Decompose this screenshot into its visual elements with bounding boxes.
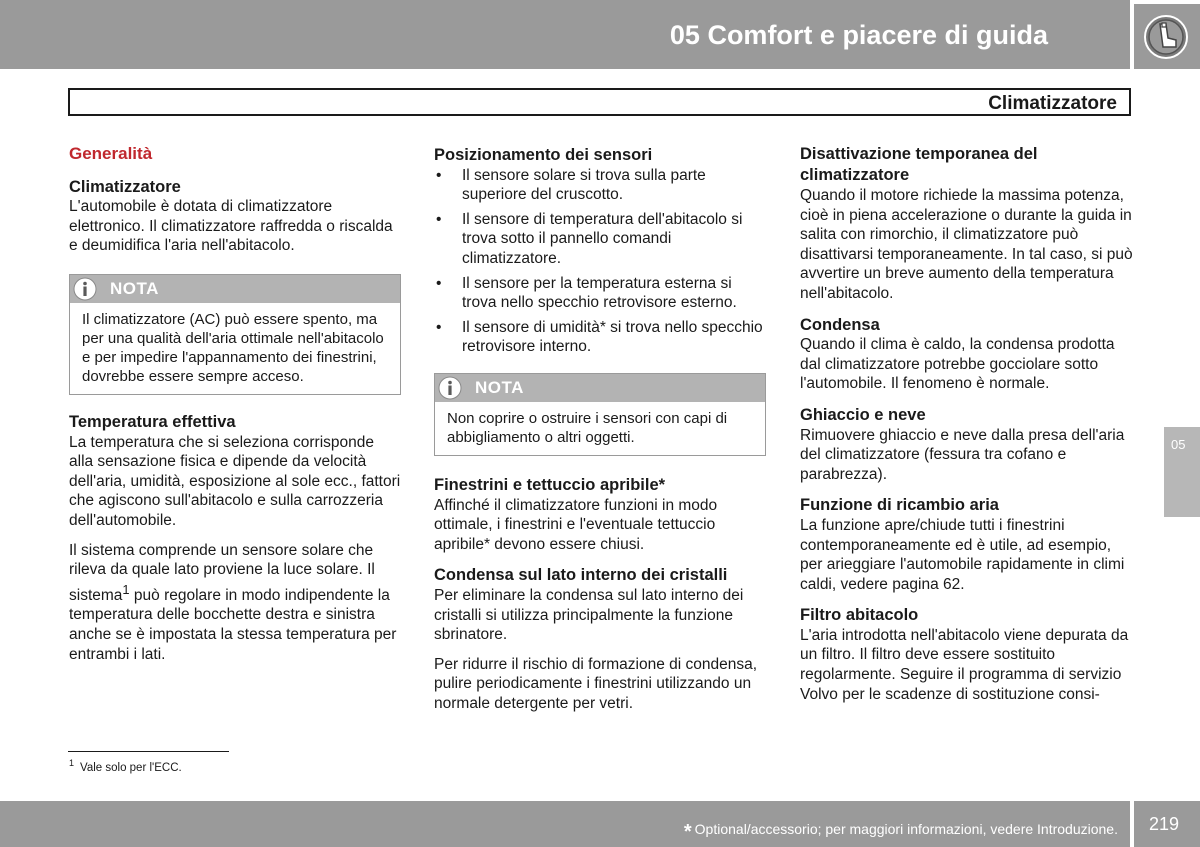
side-tab-label: 05 — [1171, 437, 1186, 452]
section-heading-generalita: Generalità — [69, 144, 153, 163]
paragraph: L'automobile è dotata di climatizzatore elettronico. Il climatizzatore raffredda o riscalda e deumidifica l'aria nell'abitacolo. — [69, 198, 393, 255]
page-number: 219 — [1149, 814, 1180, 834]
footnote-divider — [68, 751, 229, 752]
note-header — [70, 275, 400, 303]
subheading-posizionamento-sensori: Posizionamento dei sensori — [434, 146, 653, 164]
bullet: • — [436, 318, 442, 336]
list-item — [434, 318, 766, 357]
paragraph: L'aria introdotta nell'abitacolo viene depurata da un filtro. Il filtro deve essere sostituito regolarmente. Seguire il programma di servizio Volvo per le scadenze di sostituzione consi- — [800, 626, 1129, 703]
subheading-condensa-cristalli: Condensa sul lato interno dei cristalli — [434, 566, 728, 585]
subheading-climatizzatore: Climatizzatore — [69, 177, 181, 196]
footnote-text: Vale solo per l'ECC. — [80, 761, 182, 774]
paragraph: Affinché il climatizzatore funzioni in modo ottimale, i finestrini e l'eventuale tettuccio apribile* devono essere chiusi. — [434, 496, 718, 553]
list-item-text: Il sensore di umidità* si trova nello specchio retrovisore interno. — [462, 318, 763, 356]
bullet: • — [436, 274, 442, 292]
subheading-filtro-abitacolo: Filtro abitacolo — [800, 606, 919, 625]
paragraph: Per ridurre il rischio di formazione di condensa, pulire periodicamente i finestrini utilizzando un normale detergente per vetri. — [434, 655, 758, 712]
footnote-number: 1 — [69, 758, 75, 768]
column-1 — [69, 144, 401, 664]
list-item-text: Il sensore di temperatura dell'abitacolo si trova sotto il pannello comandi climatizzatore. — [462, 210, 743, 267]
text-fragment: Il sistema comprende un sensore solare che rileva da quale lato proviene la luce solare. Il sistema — [69, 541, 375, 604]
column-2 — [434, 144, 766, 713]
note-box — [434, 373, 766, 456]
list-item — [434, 210, 766, 269]
sensor-list — [434, 166, 766, 357]
footer-bar — [0, 801, 1130, 847]
paragraph: Quando il clima è caldo, la condensa prodotta dal climatizzatore potrebbe gocciolare sotto l'automobile. Il fenomeno è normale. — [800, 336, 1115, 393]
subheading-finestrini-tettuccio: Finestrini e tettuccio apribile* — [434, 475, 666, 494]
note-text: Il climatizzatore (AC) può essere spento, ma per una qualità dell'aria ottimale nell'abitacolo e per impedire l'appannamento dei finestrini, dovrebbe essere sempre acceso. — [82, 310, 384, 385]
note-header — [435, 374, 765, 402]
column-3 — [800, 144, 1134, 704]
page-number-box — [1134, 801, 1200, 847]
note-label: NOTA — [110, 278, 159, 298]
subheading-disattivazione: Disattivazione temporanea del climatizzatore — [800, 145, 1038, 184]
text-fragment: può regolare in modo indipendente la temperatura delle bocchette destra e sinistra anche se è impostata la stessa temperatura per entrambi i lati. — [69, 586, 397, 663]
subheading-condensa: Condensa — [800, 315, 880, 334]
subheading-ghiaccio-neve: Ghiaccio e neve — [800, 405, 926, 424]
chapter-icon-box — [1134, 4, 1200, 69]
paragraph: Rimuovere ghiaccio e neve dalla presa dell'aria del climatizzatore (fessura tra cofano e parabrezza). — [800, 426, 1125, 483]
footnote-marker: 1 — [122, 581, 130, 597]
info-icon — [73, 277, 97, 301]
chapter-side-tab — [1164, 427, 1200, 517]
note-text: Non coprire o ostruire i sensori con capi di abbigliamento o altri oggetti. — [447, 409, 728, 446]
paragraph: La temperatura che si seleziona corrisponde alla sensazione fisica e dipende da velocità dell'aria, umidità, esposizione al sole ecc., fattori che agiscono sull'abitacolo e sulla carrozzeria dell'automobile. — [69, 433, 401, 529]
list-item — [434, 166, 766, 205]
chapter-title: 05 Comfort e piacere di guida — [669, 20, 1048, 50]
list-item — [434, 274, 766, 313]
section-title: Climatizzatore — [988, 93, 1117, 114]
paragraph: Quando il motore richiede la massima potenza, cioè in piena accelerazione o durante la guida in salita con rimorchio, il climatizzatore può disattivarsi temporaneamente. In tal caso, si può avvertire un breve aumento della temperatura nell'abitacolo. — [800, 187, 1133, 302]
paragraph-with-footnote — [69, 541, 401, 665]
subheading-temperatura-effettiva: Temperatura effettiva — [69, 412, 236, 431]
footer-note-text: Optional/accessorio; per maggiori informazioni, vedere Introduzione. — [694, 821, 1118, 837]
bullet: • — [436, 210, 442, 228]
paragraph: La funzione apre/chiude tutti i finestrini contemporaneamente ed è utile, ad esempio, per arieggiare l'automobile rapidamente in climi caldi, vedere pagina 62. — [800, 516, 1125, 593]
bullet: • — [436, 166, 442, 184]
footer-note — [683, 817, 1118, 843]
note-label: NOTA — [475, 377, 524, 397]
paragraph: Per eliminare la condensa sul lato interno dei cristalli si utilizza principalmente la funzione sbrinatore. — [434, 586, 744, 644]
list-item-text: Il sensore solare si trova sulla parte superiore del cruscotto. — [462, 166, 706, 204]
section-title-box — [68, 88, 1131, 116]
info-icon — [438, 376, 462, 400]
seat-icon — [1143, 14, 1189, 60]
note-box — [69, 274, 401, 395]
list-item-text: Il sensore per la temperatura esterna si trova nello specchio retrovisore esterno. — [462, 274, 737, 312]
header-bar — [0, 0, 1130, 69]
subheading-ricambio-aria: Funzione di ricambio aria — [800, 496, 999, 515]
asterisk: * — [683, 821, 692, 843]
footnote — [69, 758, 182, 774]
